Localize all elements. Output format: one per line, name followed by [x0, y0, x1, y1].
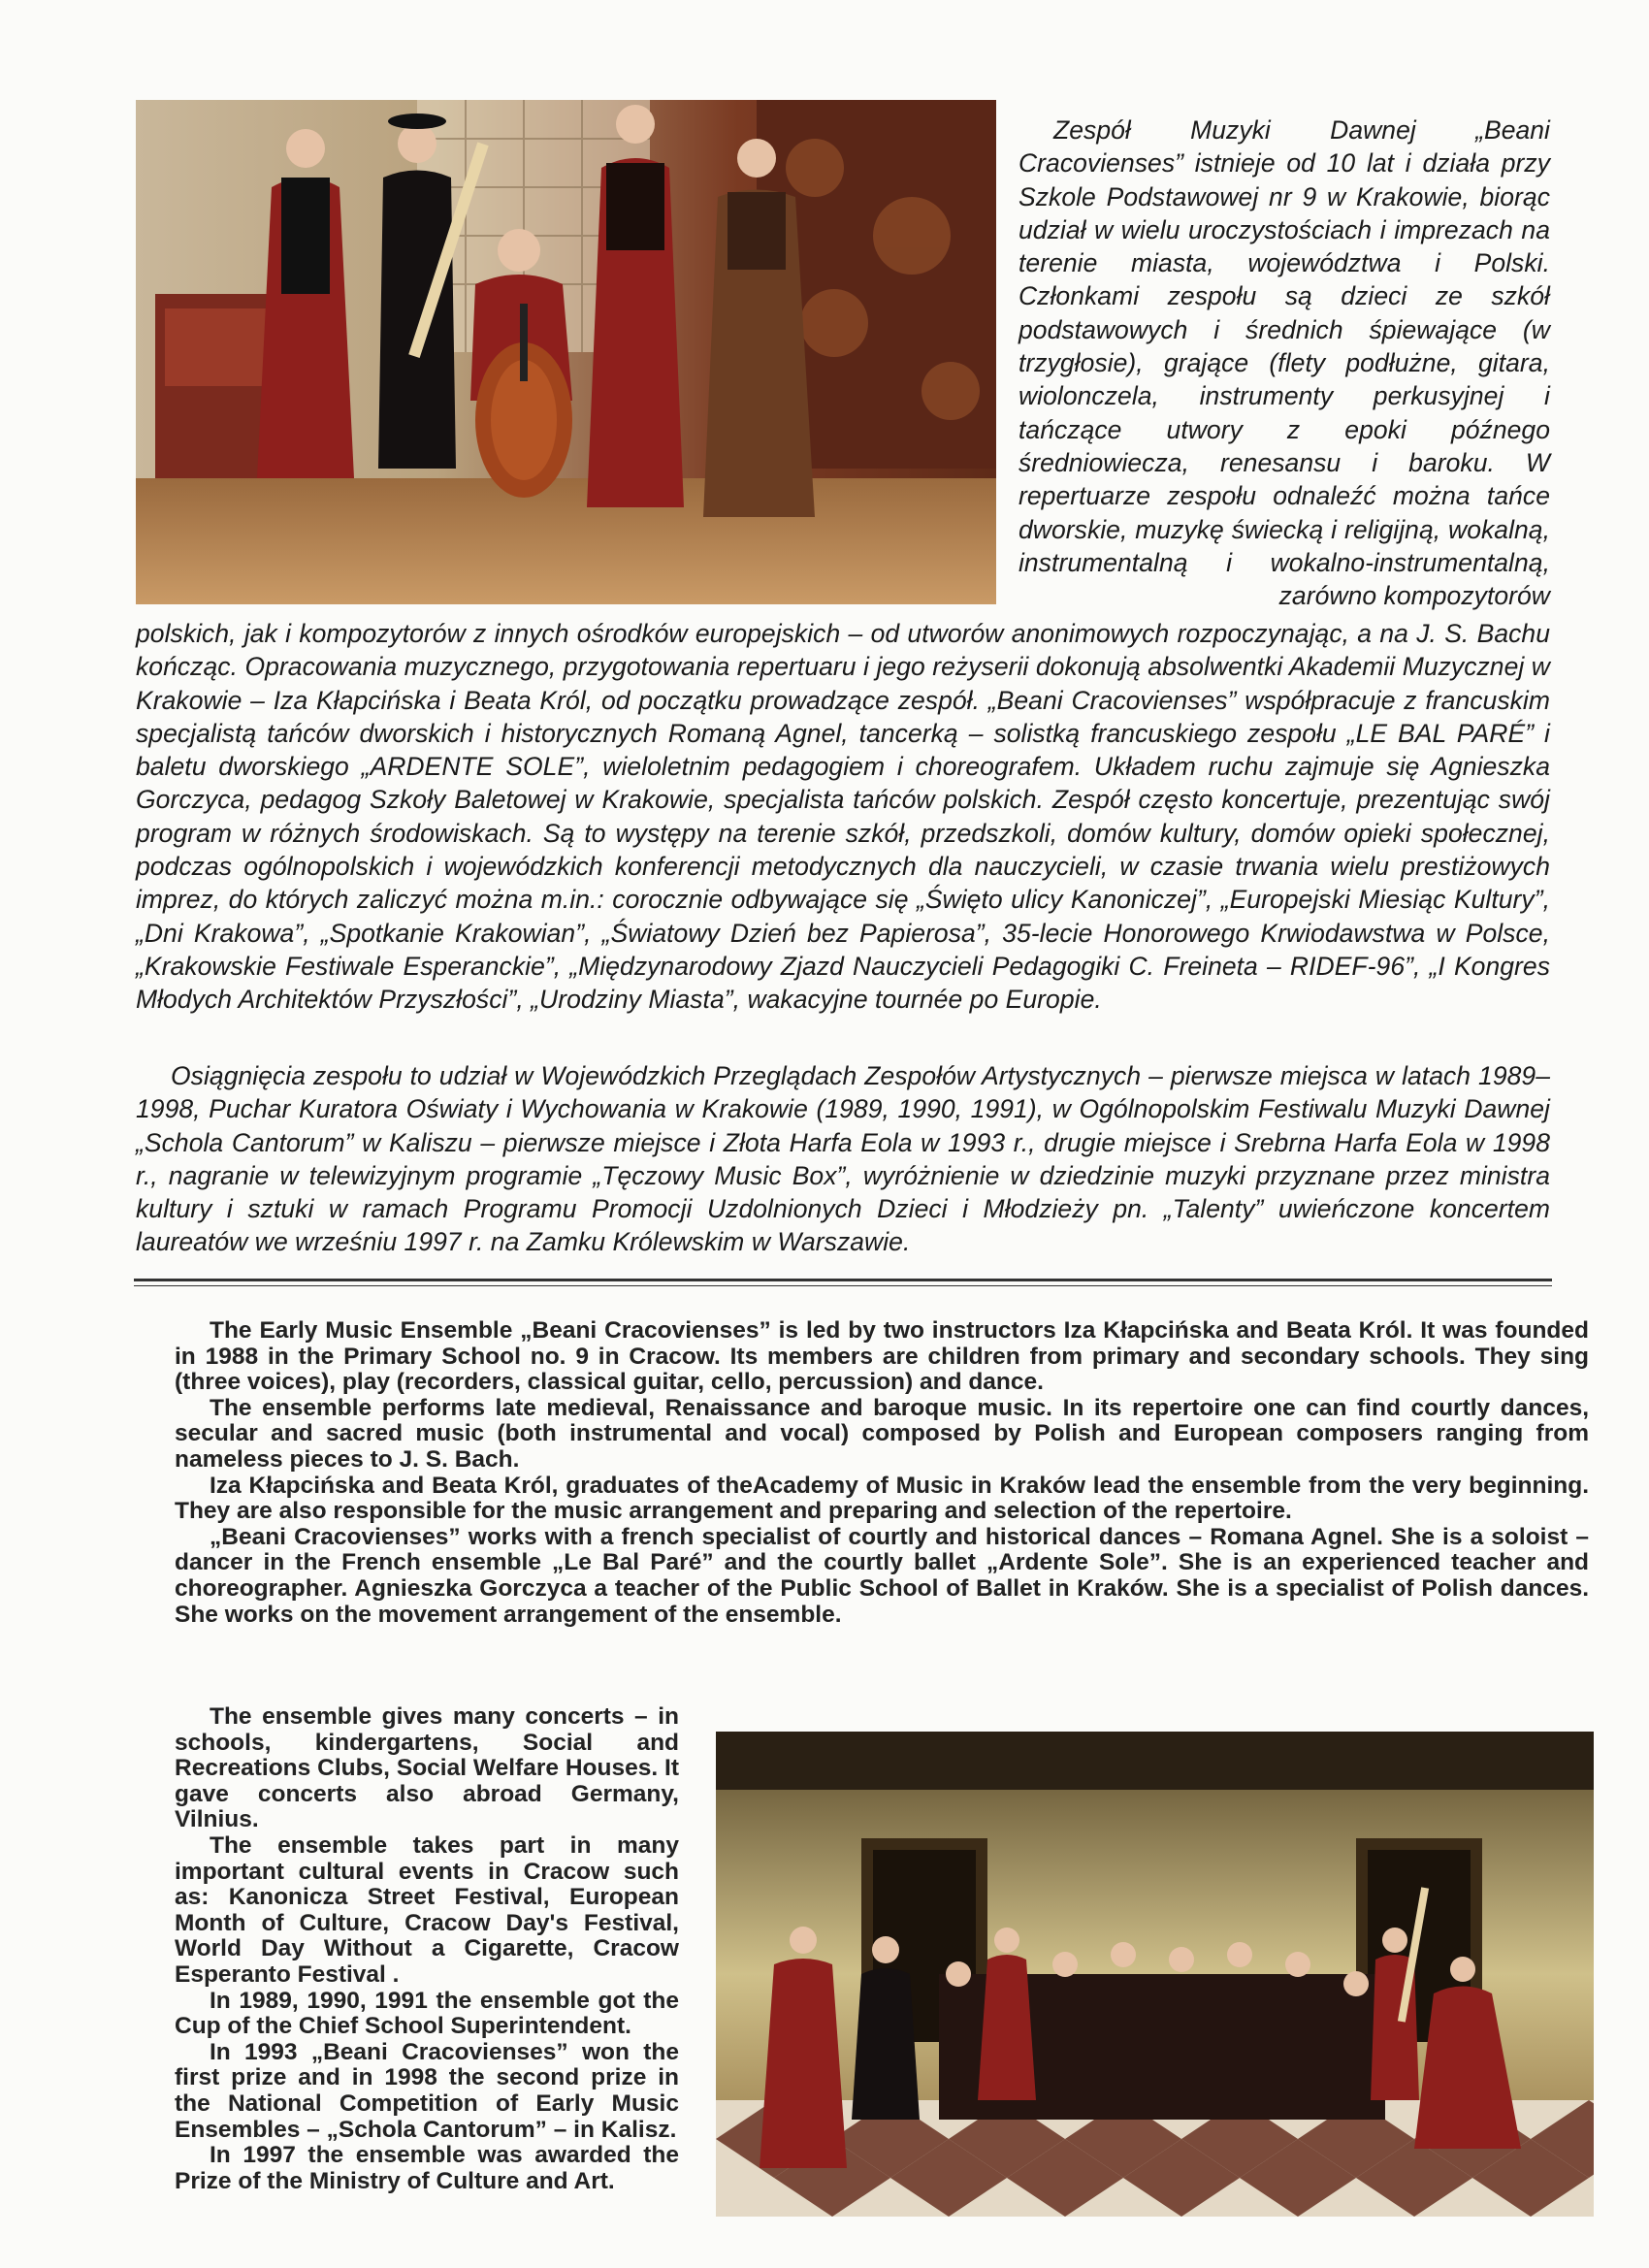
ensemble-photo-top [136, 100, 996, 604]
polish-intro-right [1018, 113, 1550, 612]
polish-achievements [136, 1059, 1550, 1259]
english-paragraph-4: „Beani Cracovienses” works with a french specialist of courtly and historical dances – Romana Agnel. She is a soloist – dancer in the French ensemble „Le Bal Paré” and the courtly ballet „Ardente Sole”. She is an experienced teacher and choreographer. Agnieszka Gorczyca a teacher of the Public School of Ballet in Kraków. She is a specialist of Polish dances. She works on the movement arrangement of the ensemble. [175, 1523, 1589, 1628]
ensemble-photo-bottom [716, 1732, 1594, 2217]
english-paragraph-6: The ensemble takes part in many important cultural events in Cracow such as: Kanonicza Street Festival, European Month of Culture, Cracow Day's Festival, World Day Without a Cigarette, Cracow Esperanto Festival . [175, 1831, 679, 1988]
english-text-column [175, 1704, 679, 2194]
polish-intro-wide-text: polskich, jak i kompozytorów z innych ośrodków europejskich – od utworów anonimowych rozpoczynając, a na J. S. Bachu kończąc. Opracowania muzycznego, przygotowania repertuaru i jego reżyserii dokonują absolwentki Akademii Muzycznej w Krakowie – Iza Kłapcińska i Beata Król, od początku prowadzące zespół. „Beani Cracovienses” współpracuje z francuskim specjalistą tańców dworskich i historycznych Romaną Agnel, tancerką – solistką francuskiego zespołu „LE BAL PARÉ” i baletu dworskiego „ARDENTE SOLE”, wieloletnim pedagogiem i choreografem. Układem ruchu zajmuje się Agnieszka Gorczyca, pedagog Szkoły Baletowej w Krakowie, specjalista tańców polskich. Zespół często koncertuje, prezentując swój program w różnych środowiskach. Są to występy na terenie szkół, przedszkoli, domów kultury, domów opieki społecznej, podczas ogólnopolskich i wojewódzkich konferencji metodycznych dla nauczycieli, w czasie trwania wielu prestiżowych imprez, do których zaliczyć można m.in.: corocznie odbywające się „Święto ulicy Kanoniczej”, „Europejski Miesiąc Kultury”, „Dni Krakowa”, „Spotkanie Krakowian”, „Światowy Dzień bez Papierosa”, 35-lecie Honorowego Krwiodawstwa w Polsce, „Krakowskie Festiwale Esperanckie”, „Międzynarodowy Zjazd Nauczycieli Pedagogiki C. Freineta – RIDEF-96”, „I Kongres Młodych Architektów Przyszłości”, „Urodziny Miasta”, wakacyjne tournée po Europie. [136, 619, 1550, 1015]
english-paragraph-9: In 1997 the ensemble was awarded the Prize of the Ministry of Culture and Art. [175, 2142, 679, 2194]
english-paragraph-3: Iza Kłapcińska and Beata Król, graduates of theAcademy of Music in Kraków lead the ensemble from the very beginning. They are also responsible for the music arrangement and preparing and selection of the repertoire. [175, 1472, 1589, 1525]
english-paragraph-2: The ensemble performs late medieval, Renaissance and baroque music. In its repertoire one can find courtly dances, secular and sacred music (both instrumental and vocal) composed by Polish and European composers ranging from nameless pieces to J. S. Bach. [175, 1394, 1589, 1473]
section-divider-thin [134, 1285, 1552, 1286]
polish-achievements-text: Osiągnięcia zespołu to udział w Wojewódzkich Przeglądach Zespołów Artystycznych – pierwsze miejsca w latach 1989–1998, Puchar Kuratora Oświaty i Wychowania w Krakowie (1989, 1990, 1991), w Ogólnopolskim Festiwalu Muzyki Dawnej „Schola Cantorum” w Kaliszu – pierwsze miejsce i Złota Harfa Eola w 1993 r., drugie miejsce i Srebrna Harfa Eola w 1998 r., nagranie w telewizyjnym programie „Tęczowy Music Box”, wyróżnienie w dziedzinie muzyki przyznane przez ministra kultury i sztuki w ramach Programu Promocji Uzdolnionych Dzieci i Młodzieży pn. „Talenty” uwieńczone koncertem laureatów we wrześniu 1997 r. na Zamku Królewskim w Warszawie. [136, 1061, 1550, 1257]
polish-intro-right-text: Zespół Muzyki Dawnej „Beani Cracovienses” istnieje od 10 lat i działa przy Szkole Podstawowej nr 9 w Krakowie, biorąc udział w wielu uroczystościach i imprezach na terenie miasta, województwa i Polski. Członkami zespołu są dzieci ze szkół podstawowych i średnich śpiewające (w trzygłosie), grające (flety podłużne, gitara, wiolonczela, instrumenty perkusyjnej i tańczące utwory z epoki późnego średniowiecza, renesansu i baroku. W repertuarze zespołu odnaleźć można tańce dworskie, muzykę świecką i religijną, wokalną, instrumentalną i wokalno-instrumentalną, zarówno kompozytorów [1018, 115, 1550, 611]
english-paragraph-7: In 1989, 1990, 1991 the ensemble got the Cup of the Chief School Superintendent. [175, 1987, 679, 2040]
english-paragraph-1: The Early Music Ensemble „Beani Cracovienses” is led by two instructors Iza Kłapcińska and Beata Król. It was founded in 1988 in the Primary School no. 9 in Cracow. Its members are children from primary and secondary schools. They sing (three voices), play (recorders, classical guitar, cello, percussion) and dance. [175, 1317, 1589, 1396]
english-paragraph-8: In 1993 „Beani Cracovienses” won the first prize and in 1998 the second prize in the National Competition of Early Music Ensembles – „Schola Cantorum” – in Kalisz. [175, 2038, 679, 2143]
polish-intro-wide [136, 617, 1550, 1017]
english-paragraph-5: The ensemble gives many concerts – in schools, kindergartens, Social and Recreations Clubs, Social Welfare Houses. It gave concerts also abroad Germany, Vilnius. [175, 1703, 679, 1833]
english-text-full [175, 1318, 1589, 1628]
section-divider-thick [134, 1279, 1552, 1281]
